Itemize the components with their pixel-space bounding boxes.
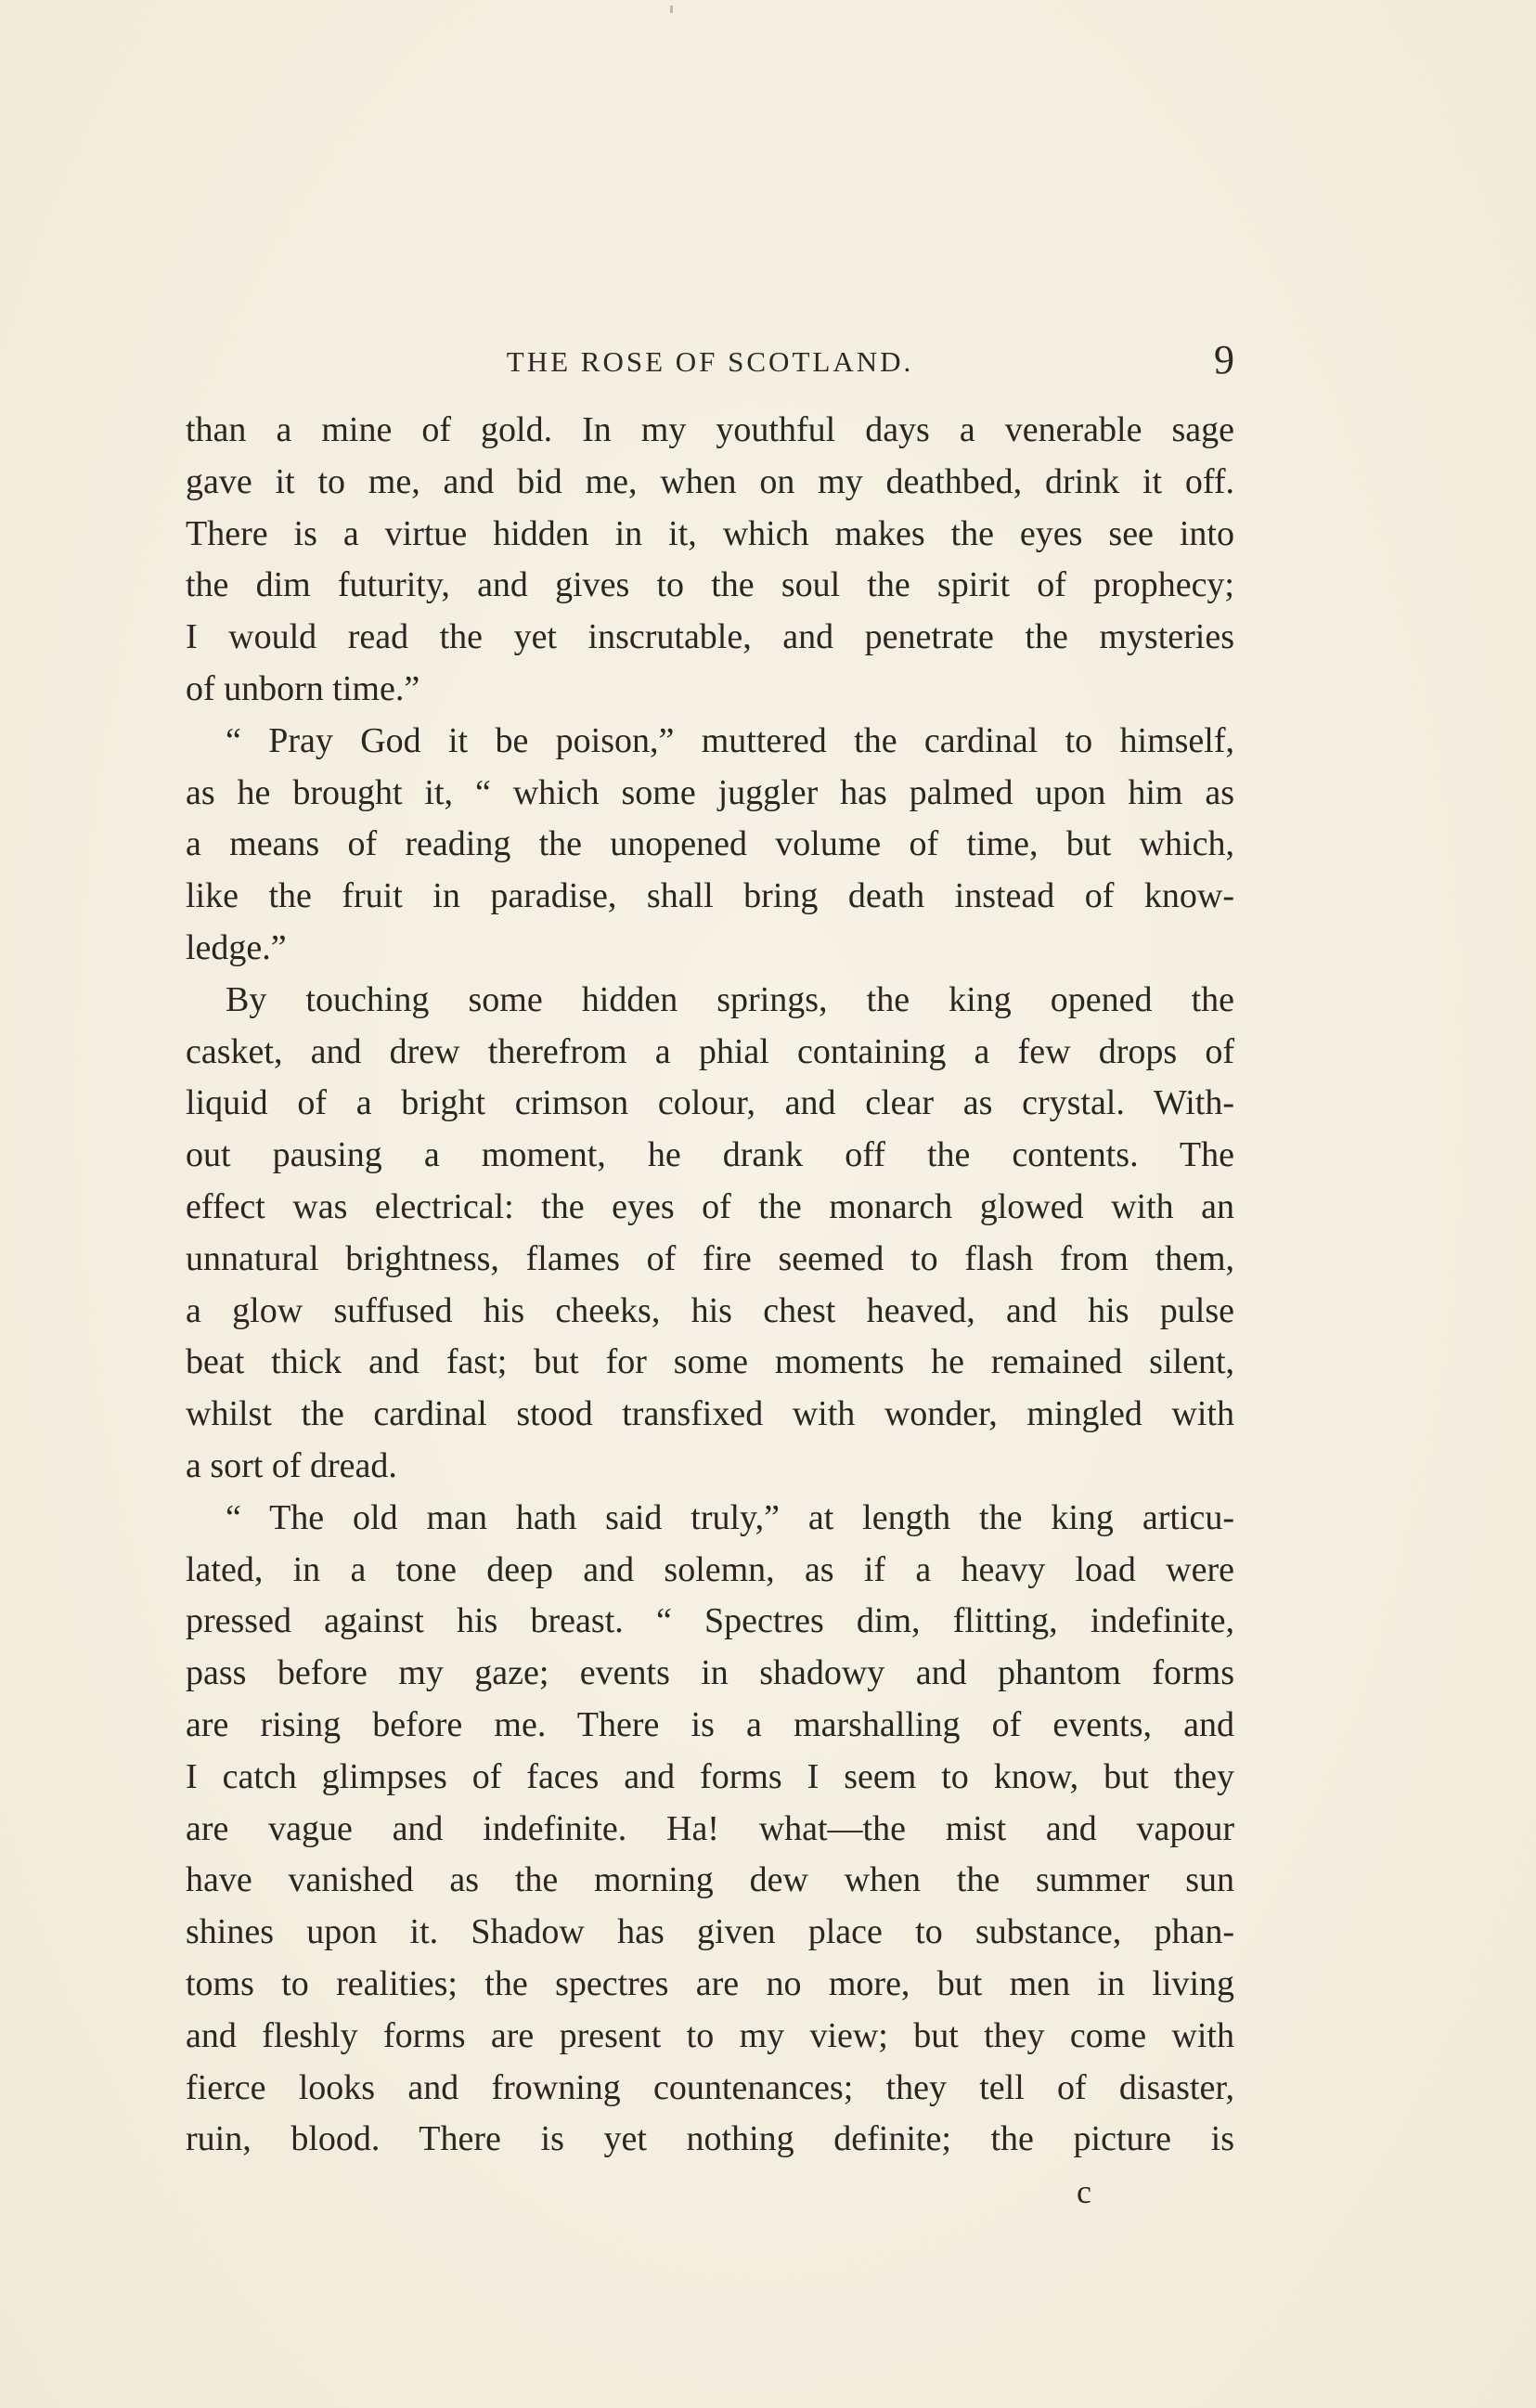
text-line: toms to realities; the spectres are no more, but men in living [186, 1963, 1234, 2003]
text-line: gave it to me, and bid me, when on my deathbed, drink it off. [186, 461, 1234, 501]
text-line: are rising before me. There is a marshalling of events, and [186, 1704, 1234, 1744]
text-line: than a mine of gold. In my youthful days a venerable sage [186, 410, 1234, 449]
text-line: whilst the cardinal stood transfixed with wonder, mingled with [186, 1394, 1234, 1434]
page-number: 9 [1214, 337, 1234, 382]
text-line: beat thick and fast; but for some moments he remained silent, [186, 1342, 1234, 1382]
text-line: “ Pray God it be poison,” muttered the cardinal to himself, [226, 720, 1234, 760]
text-line: lated, in a tone deep and solemn, as if a heavy load were [186, 1549, 1234, 1589]
text-line: shines upon it. Shadow has given place to substance, phan- [186, 1912, 1234, 1952]
text-line: of unborn time.” [186, 668, 420, 708]
text-line: the dim futurity, and gives to the soul the spirit of prophecy; [186, 565, 1234, 605]
text-line: as he brought it, “ which some juggler has palmed upon him as [186, 772, 1234, 812]
text-line: pass before my gaze; events in shadowy and phantom forms [186, 1653, 1234, 1693]
text-line: a glow suffused his cheeks, his chest heaved, and his pulse [186, 1290, 1234, 1330]
text-line: ledge.” [186, 927, 287, 967]
running-header [186, 332, 1234, 388]
text-line: ruin, blood. There is yet nothing definite; the picture is [186, 2119, 1234, 2159]
text-line: I catch glimpses of faces and forms I seem to know, but they [186, 1756, 1234, 1796]
text-line: By touching some hidden springs, the king opened the [226, 979, 1234, 1019]
text-line: casket, and drew therefrom a phial containing a few drops of [186, 1031, 1234, 1071]
text-line: effect was electrical: the eyes of the monarch glowed with an [186, 1186, 1234, 1226]
body-text [186, 405, 1234, 2166]
text-line: liquid of a bright crimson colour, and clear as crystal. With- [186, 1083, 1234, 1123]
text-line: I would read the yet inscrutable, and penetrate the mysteries [186, 617, 1234, 657]
text-line: are vague and indefinite. Ha! what—the mist and vapour [186, 1808, 1234, 1848]
text-line: like the fruit in paradise, shall bring death instead of know- [186, 876, 1234, 916]
running-title: THE ROSE OF SCOTLAND. [506, 345, 914, 378]
text-line: There is a virtue hidden in it, which makes the eyes see into [186, 513, 1234, 553]
text-line: out pausing a moment, he drank off the contents. The [186, 1135, 1234, 1175]
print-speck [670, 6, 673, 13]
text-line: have vanished as the morning dew when the summer sun [186, 1860, 1234, 1900]
text-line: a sort of dread. [186, 1445, 397, 1485]
text-line: fierce looks and frowning countenances; they tell of disaster, [186, 2067, 1234, 2107]
signature-mark: c [1077, 2173, 1091, 2210]
text-line: pressed against his breast. “ Spectres dim, flitting, indefinite, [186, 1601, 1234, 1641]
text-line: and fleshly forms are present to my view; but they come with [186, 2015, 1234, 2055]
text-line: “ The old man hath said truly,” at length the king articu- [226, 1497, 1234, 1537]
text-line: a means of reading the unopened volume of time, but which, [186, 824, 1234, 864]
text-line: unnatural brightness, flames of fire seemed to flash from them, [186, 1238, 1234, 1278]
